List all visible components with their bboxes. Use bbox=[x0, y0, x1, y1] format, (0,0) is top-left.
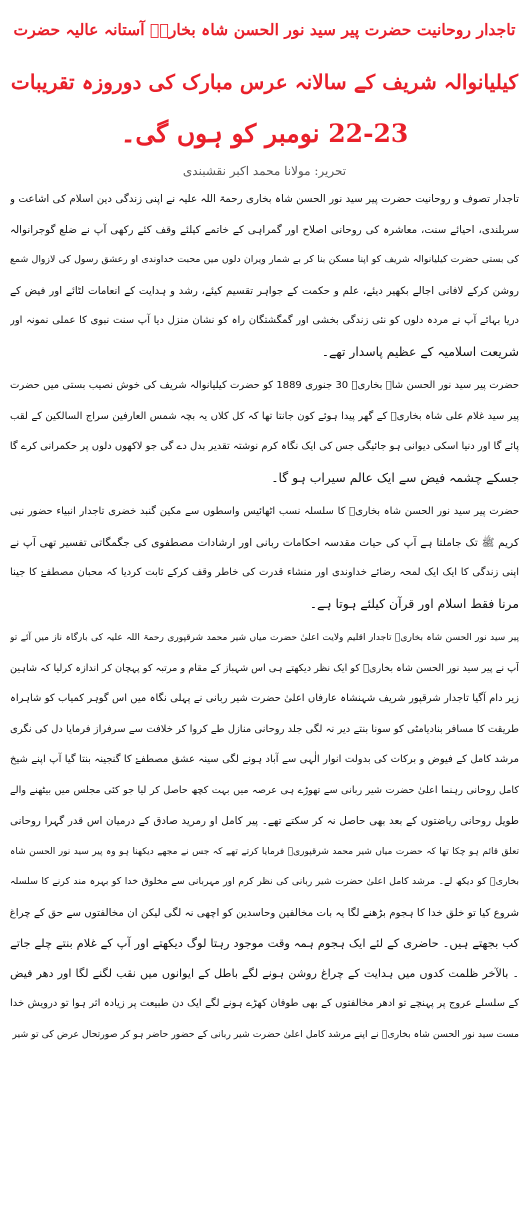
paragraph-line: حضرت پیر سید نور الحسن شاہ بخاریؒ کا سلسلہ نسب اٹھائیس واسطوں سے مکین گنبد خضری تاجدار انبیاء حضور نبی bbox=[10, 506, 519, 517]
paragraph-line: آپ نے پیر سید نور الحسن شاہ بخاریؒ کو ایک نظر دیکھتے ہی اس شہباز کے مقام و مرتبہ کو پہچان کر اندازہ کرلیا کہ شاہین bbox=[10, 662, 519, 674]
paragraph-line: تاجدار تصوف و روحانیت حضرت پیر سید نور الحسن شاہ بخاری رحمۃ اللہ علیہ نے اپنی زندگی دین اسلام کی اشاعت و bbox=[10, 193, 519, 205]
paragraph-line: پائے گا اور دنیا اسکی دیوانی ہو جائیگی جس کی ایک نگاہ کرم نوشتہ تقدیر بدل دے گی جو لاکھوں دلوں پر حکمرانی کرے گا bbox=[10, 441, 519, 452]
headline bbox=[10, 4, 519, 160]
paragraph bbox=[10, 371, 519, 493]
paragraph-line: اپنی زندگی کا ایک ایک لمحہ رضائے خداوندی اور منشاء قدرت کی خاطر وقف کرکے ثابت کردیا کہ محبان مصطفےٰ کا جینا bbox=[10, 567, 519, 578]
paragraph-line: تعلق قائم ہو چکا تھا کہ حضرت میاں شیر محمد شرقپوریؒ فرمایا کرتے تھے کہ جس نے مجھے دیکھنا ہو وہ پیر سید نور الحسن شاہ bbox=[10, 846, 519, 857]
paragraph bbox=[10, 184, 519, 367]
paragraph-line: کامل روحانی رہنما اعلیٰ حضرت شیر ربانی سے تھوڑے ہی عرصہ میں بہت کچھ حاصل کر لیا جو کئی مجلس میں بیٹھنے والے bbox=[10, 784, 519, 796]
article-body bbox=[10, 184, 519, 1050]
paragraph-line: سربلندی، احیائے سنت، معاشرہ کی روحانی اصلاح اور گمراہی کے خاتمے کیلئے وقف کئے رکھی آپ نے ضلع گوجرانوالہ bbox=[10, 223, 519, 236]
paragraph bbox=[10, 623, 519, 1050]
paragraph-line: بخاریؒ کو دیکھ لے۔ مرشد کامل اعلیٰ حضرت شیر ربانی کی نظر کرم اور مہربانی سے مخلوق خدا کو بہرہ مند کرنے کا سلسلہ bbox=[10, 876, 519, 887]
paragraph-line: ۔ بالآخر ظلمت کدوں میں ہدایت کے چراغ روشن ہونے لگے باطل کے ایوانوں میں نقب لگنے لگا اور دھر فیض bbox=[10, 966, 519, 980]
paragraph-line: کریم ﷺ تک جاملتا ہے آپ کی حیات مقدسہ احکامات ربانی اور ارشادات مصطفوی کی جگمگاتی تفسیر تھی آپ نے bbox=[10, 536, 519, 549]
byline: تحریر: مولانا محمد اکبر نقشبندی bbox=[182, 164, 347, 178]
paragraph-line: شریعت اسلامیہ کے عظیم پاسدار تھے۔ bbox=[321, 343, 519, 359]
paragraph-line: پیر سید نور الحسن شاہ بخاریؒ تاجدار اقلیم ولایت اعلیٰ حضرت میاں شیر محمد شرقپوری رحمۃ اللہ علیہ کی بارگاہ ناز میں آئے تو bbox=[10, 633, 519, 643]
paragraph-line: دریا بہائے آپ نے مردہ دلوں کو نئی زندگی بخشی اور گمگشتگان راہ کو نشان منزل دیا آپ سنت نبوی کا عملی نمونہ اور bbox=[10, 315, 519, 326]
paragraph-line: کی بستی حضرت کیلیانوالہ شریف کو اپنا مسکن بنا کر بے شمار ویران دلوں میں محبت خداوندی او رعشق رسول کی لازوال شمع bbox=[10, 254, 519, 265]
paragraph-line: مرنا فقط اسلام اور قرآن کیلئے ہوتا ہے۔ bbox=[309, 595, 519, 611]
paragraph bbox=[10, 497, 519, 619]
headline-line: کیلیانوالہ شریف کے سالانہ عرس مبارک کی دوروزہ تقریبات bbox=[10, 70, 519, 94]
paragraph-line: مست سید نور الحسن شاہ بخاریؒ نے اپنے مرشد کامل اعلیٰ حضرت شیر ربانی کے حضور حاضر ہو کر صورتحال عرض کی تو شیر bbox=[12, 1028, 519, 1040]
paragraph-line: جسکے چشمہ فیض سے ایک عالم سیراب ہو گا۔ bbox=[271, 469, 519, 485]
paragraph-line: طریقت کا مسافر بنادیامٹی کو سونا بنتے دیر نہ لگی جلد روحانی منازل طے کروا کر خلافت سے سرفراز فرمایا دل کی نگری bbox=[10, 723, 519, 735]
headline-line: 22-23 نومبر کو ہوں گی۔ bbox=[120, 119, 409, 148]
paragraph-line: کب بجھتے ہیں۔ حاضری کے لئے ایک ہجوم ہمہ وقت موجود رہتا لوگ دیکھتے اور آپ کے غلام بنتے چلے جاتے bbox=[10, 936, 519, 950]
paragraph-line: روشن کرکے لافانی اجالے بکھیر دیئے، علم و حکمت کے جواہر تقسیم کیئے، رشد و ہدایت کے انعامات لٹائے اور فیض کے bbox=[10, 284, 519, 297]
paragraph-line: زیر دام آگیا تاجدار شرقپور شریف شہنشاہ عارفاں اعلیٰ حضرت شیر ربانی نے پہلی نگاہ میں اس گوہر کمیاب کو شاہراہ bbox=[10, 693, 519, 704]
paragraph-line: مرشد کامل کے فیوض و برکات کی بدولت انوار الٰہی سے آباد ہونے لگی سینہ عشق مصطفےٰ کا گنجینہ بنتا گیا آپ اپنے شیخ bbox=[10, 754, 519, 765]
paragraph-line: شروع کیا تو خلق خدا کا ہجوم بڑھنے لگا یہ بات مخالفین وحاسدین کو اچھی نہ لگی لیکن ان مخالفتوں سے حق کے چراغ bbox=[10, 906, 519, 919]
paragraph-line: پیر سید غلام علی شاہ بخاریؒ کے گھر پیدا ہوئے کون جانتا تھا کہ کل کلاں یہ بچہ شمس العارفین سراج السالکین کے لقب bbox=[10, 410, 519, 422]
headline-line: تاجدار روحانیت حضرت پیر سید نور الحسن شاہ بخاریؒ آستانہ عالیہ حضرت bbox=[13, 20, 516, 39]
paragraph-line: طویل روحانی ریاضتوں کے بعد بھی حاصل نہ کر سکتے تھے۔ پیر کامل او رمرید صادق کے درمیان اس قدر گہرا روحانی bbox=[10, 815, 519, 827]
paragraph-line: حضرت پیر سید نور الحسن شاہ بخاریؒ 30 جنوری 1889 کو حضرت کیلیانوالہ شریف کی خوش نصیب بستی میں حضرت bbox=[10, 380, 519, 391]
paragraph-line: کے سلسلے عروج پر پہنچے تو ادھر مخالفتوں کے بھی طوفان کھڑے ہونے لگے ایک دن طبیعت پر زیادہ اثر ہوا تو درویش خدا bbox=[10, 998, 519, 1009]
